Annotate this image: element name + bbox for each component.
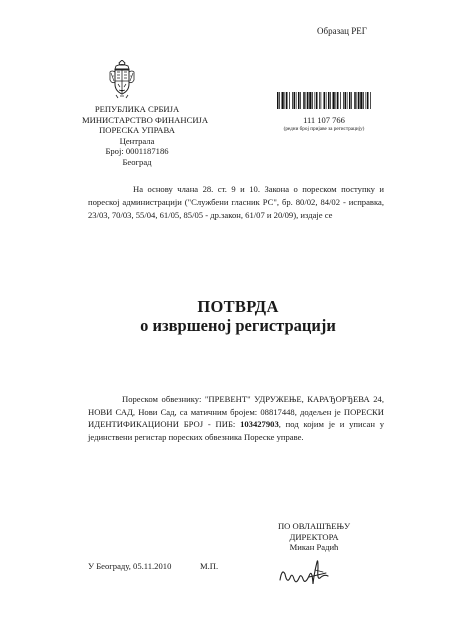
barcode-bar	[326, 92, 327, 109]
barcode-bar	[363, 92, 364, 109]
barcode-bar	[294, 92, 296, 109]
pib-number: 103427903	[240, 419, 279, 430]
barcode-bar	[279, 92, 280, 109]
barcode-bar	[286, 92, 288, 109]
barcode-bar	[333, 92, 335, 109]
barcode-bar	[298, 92, 300, 109]
document-title	[88, 297, 388, 335]
registration-number: 111 107 766	[303, 115, 345, 125]
barcode-bar	[343, 92, 344, 109]
stamp-mark: М.П.	[200, 561, 219, 571]
issuer-republic: РЕПУБЛИКА СРБИЈА	[94, 104, 180, 114]
barcode-bar	[296, 92, 297, 109]
place-and-date: У Београду, 05.11.2010	[88, 561, 172, 571]
registration-barcode	[277, 92, 371, 109]
barcode-bar	[319, 92, 320, 109]
barcode-bar	[330, 92, 331, 109]
signatory-name: Микан Радић	[289, 542, 339, 553]
barcode-bar	[366, 92, 367, 109]
barcode-bar	[300, 92, 301, 109]
title-line-1: ПОТВРДА	[197, 297, 279, 316]
certificate-body	[88, 393, 384, 443]
barcode-bar	[289, 92, 290, 109]
barcode-bar	[306, 92, 307, 109]
barcode-bar	[315, 92, 316, 109]
barcode-bar	[321, 92, 322, 109]
coat-of-arms-icon	[108, 60, 136, 100]
barcode-bar	[309, 92, 311, 109]
form-label: Образац РЕГ	[317, 26, 367, 36]
registration-note: (редни број пријаве за регистрацију)	[283, 126, 365, 132]
issuer-city: Београд	[122, 156, 152, 167]
barcode-bar	[370, 92, 371, 109]
barcode-bar	[347, 92, 348, 109]
barcode-bar	[312, 92, 313, 109]
barcode-bar	[303, 92, 305, 109]
signatory-position: ДИРЕКТОРА	[289, 531, 339, 542]
barcode-bar	[354, 92, 356, 109]
barcode-bar	[349, 92, 351, 109]
barcode-bar	[282, 92, 284, 109]
body-text-1: Пореском обвезнику: "ПРЕВЕНТ" УДРУЖЕЊЕ, КАРАЂОРЂЕВА 24, НОВИ САД, Нови Сад, са матичним бројем: 08817448, додељен је ПОРЕСКИ ИДЕНТИФИКАЦИОНИ БРОЈ - ПИБ:	[88, 394, 384, 430]
barcode-bar	[277, 92, 279, 109]
body-text-2: , под којим је и уписан у јединствени регистар пореских обвезника Пореске управе.	[88, 419, 384, 442]
barcode-bar	[345, 92, 347, 109]
barcode-bar	[336, 92, 337, 109]
barcode-bar	[340, 92, 341, 109]
barcode-bar	[358, 92, 360, 109]
barcode-bar	[307, 92, 309, 109]
handwritten-signature-icon	[276, 554, 338, 592]
barcode-bar	[324, 92, 326, 109]
legal-basis-paragraph: На основу члана 28. ст. 9 и 10. Закона о пореском поступку и пореској администрацији ("Службени гласник РС", бр. 80/02, 84/02 - исправка, 23/03, 70/03, 55/04, 61/05, 85/05 - др.закон, 61/07 и 20/09), издаје се	[88, 184, 384, 220]
issuer-ministry: МИНИСТАРСТВО ФИНАНСИЈА	[82, 114, 209, 125]
barcode-bar	[328, 92, 330, 109]
issuer-administration: ПОРЕСКА УПРАВА	[99, 125, 175, 135]
barcode-bar	[357, 92, 358, 109]
barcode-bar	[367, 92, 369, 109]
issuer-block	[82, 104, 209, 167]
title-line-2: о извршеној регистрацији	[140, 316, 336, 335]
signatory-authorization: ПО ОВЛАШЋЕЊУ	[277, 521, 351, 531]
barcode-bar	[316, 92, 318, 109]
barcode-bar	[285, 92, 286, 109]
barcode-bar	[292, 92, 293, 109]
issuer-number: Број: 0001187186	[105, 146, 169, 156]
issuer-office: Централа	[119, 135, 155, 146]
barcode-bar	[351, 92, 352, 109]
barcode-bar	[337, 92, 339, 109]
signatory-block	[262, 521, 366, 553]
barcode-bar	[360, 92, 362, 109]
